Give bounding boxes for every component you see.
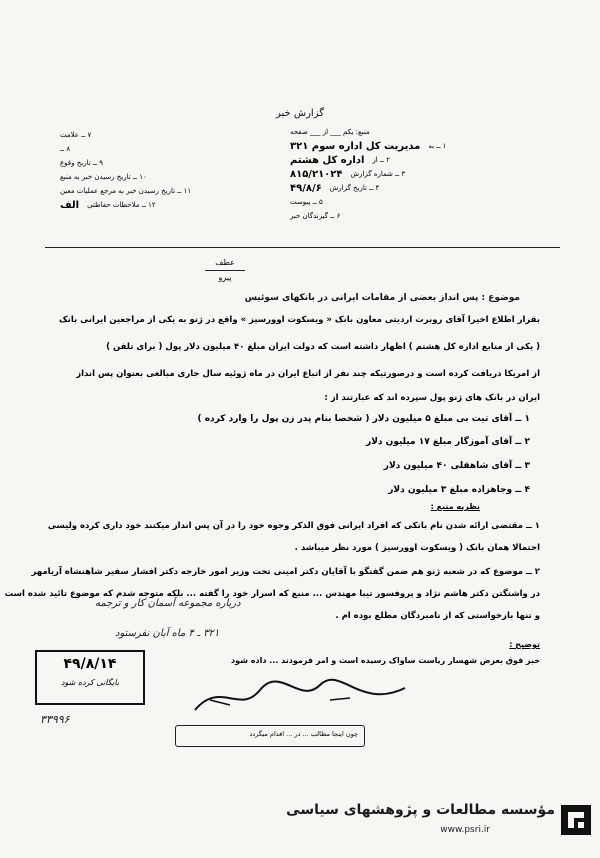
footer-note: چون اینجا مطالب ... در ... اقدام میگردد [175,725,365,747]
header-label: ۸ ــ [60,145,71,153]
header-row [60,156,260,170]
evaluation-label: نظریه منبع : [430,502,480,511]
stamp-date: ۴۹/۸/۱۴ [63,656,117,672]
header-label: ۲ ــ از [372,156,391,164]
body-line: ایران در بانک های ژنو پول سپرده اند که عبارتند از : [324,393,540,403]
evaluation-line: در واشنگتن دکتر هاشم نژاد و پروفسور تیبا مهندس ... منبع که اسرار خود را گفته ... بلکه متوجه شدم که موضوع تائید شده است [4,589,540,599]
signature-icon [190,670,410,720]
header-right [290,125,540,223]
header-row [290,209,540,223]
header-divider [45,247,560,248]
list-item: ۱ ــ آقای تیت بی مبلغ ۵ میلیون دلار ( شخصا بنام پدر زن پول را وارد کرده ) [197,414,530,424]
reference-block [205,258,245,282]
header-label: ۱۱ ــ تاریخ رسیدن خبر به مرجع عملیات معین [60,187,192,195]
header-label: ۵ ــ پیوست [290,198,323,206]
header-left [60,128,260,212]
instruction-label: توضیح : [509,640,540,649]
header-row [290,167,540,181]
header-value: اداره کل هشتم [290,154,365,166]
header-row [290,139,540,153]
evaluation-line: ۲ ــ موضوع که در شعبه ژنو هم ضمن گفتگو با آقایان دکتر امینی تحت وزیر امور خارجه دکتر افشار سفیر شاهنشاه آریامهر [31,567,540,577]
stamp-number: ۳۳۹۹۶ [40,713,70,726]
body-line: بقرار اطلاع اخیرا آقای روبرت اردیتی معاون بانک « ویسکوت اوورسیز » واقع در ژنو به یکی از مراجعین ایرانی بانک [58,315,540,325]
header-label: ۹ ــ تاریخ وقوع [60,159,103,167]
subject-line: موضوع : پس انداز بعضی از مقامات ایرانی در بانکهای سوئیس [244,293,520,303]
header-value: مدیریت کل اداره سوم ۳۲۱ [290,140,421,152]
header-label: ۳ ــ شماره گزارش [350,170,406,178]
header-value: ۸۱۵/۲۱۰۲۴ [290,168,343,180]
header-value: الف [60,199,80,211]
list-item: ۴ ــ وجاهزاده مبلغ ۳ میلیون دلار [388,485,530,495]
header-value: ۴۹/۸/۶ [290,182,322,194]
header-row [290,125,540,139]
header-row [60,170,260,184]
institute-name: مؤسسه مطالعات و پژوهشهای سیاسی [286,802,555,818]
instruction-line: خبر فوق بعرض شهسار ریاست ساواک رسیده است و امر فرمودند ... داده شود [230,656,540,665]
header-label: ۶ ــ گیرندگان خبر [290,212,341,220]
list-item: ۳ ــ آقای شاهقلی ۴۰ میلیون دلار [383,461,530,471]
header-label: ۷ ــ علامت [60,131,92,139]
reference-label: عطف [215,258,235,267]
header-row [60,198,260,212]
body-line: از امریکا دریافت کرده است و درصورتیکه چند نفر از اتباع ایران در ماه ژوئیه سال جاری مبالغی بعنوان پس انداز [76,369,540,379]
header-label: ۴ ــ تاریخ گزارش [329,184,380,192]
header-row [290,181,540,195]
handwritten-note: درباره مجموعه آسمان کار و ترجمه [95,598,241,609]
header-row [60,128,260,142]
header-label: منبع: یکم ___ از ___ صفحه [290,128,370,136]
handwritten-note: ۳۲۱ ـ ۴ ماه آبان نفرستود [115,628,220,639]
evaluation-line: و تنها بازخواستی که از نامبردگان مطلع بوده ام . [335,611,540,621]
header-row [60,184,260,198]
header-row [290,195,540,209]
header-row [290,153,540,167]
evaluation-line: ۱ ــ مقتضی ارائه شدن نام بانکی که افراد ایرانی فوق الذکر وجوه خود را در آن پس انداز میکنند خود داری کرده ولیسی [47,521,540,531]
institute-logo-icon [560,804,592,836]
evaluation-line: احتمالا همان بانک ( ویسکوت اوورسیز ) مورد نظر میباشد . [294,543,540,553]
header-label: ۱۲ ــ ملاحظات حفاظتی [87,201,156,209]
archive-stamp [35,650,145,705]
list-item: ۲ ــ آقای آموزگار مبلغ ۱۷ میلیون دلار [366,437,530,447]
header-label: ۱ ــ به [428,142,447,150]
stamp-note: بایگانی کرده شود [60,678,120,687]
body-line: ( یکی از منابع اداره کل هشتم ) اظهار داشته است که دولت ایران مبلغ ۴۰ میلیون دلار پول ( برای تلفن ) [106,342,540,352]
document-title: گزارش خبر [276,108,324,119]
reference-sub: پیرو [205,270,245,282]
header-label: ۱۰ ــ تاریخ رسیدن خبر به منبع [60,173,147,181]
institute-url: www.psri.ir [440,825,490,835]
header-row [60,142,260,156]
